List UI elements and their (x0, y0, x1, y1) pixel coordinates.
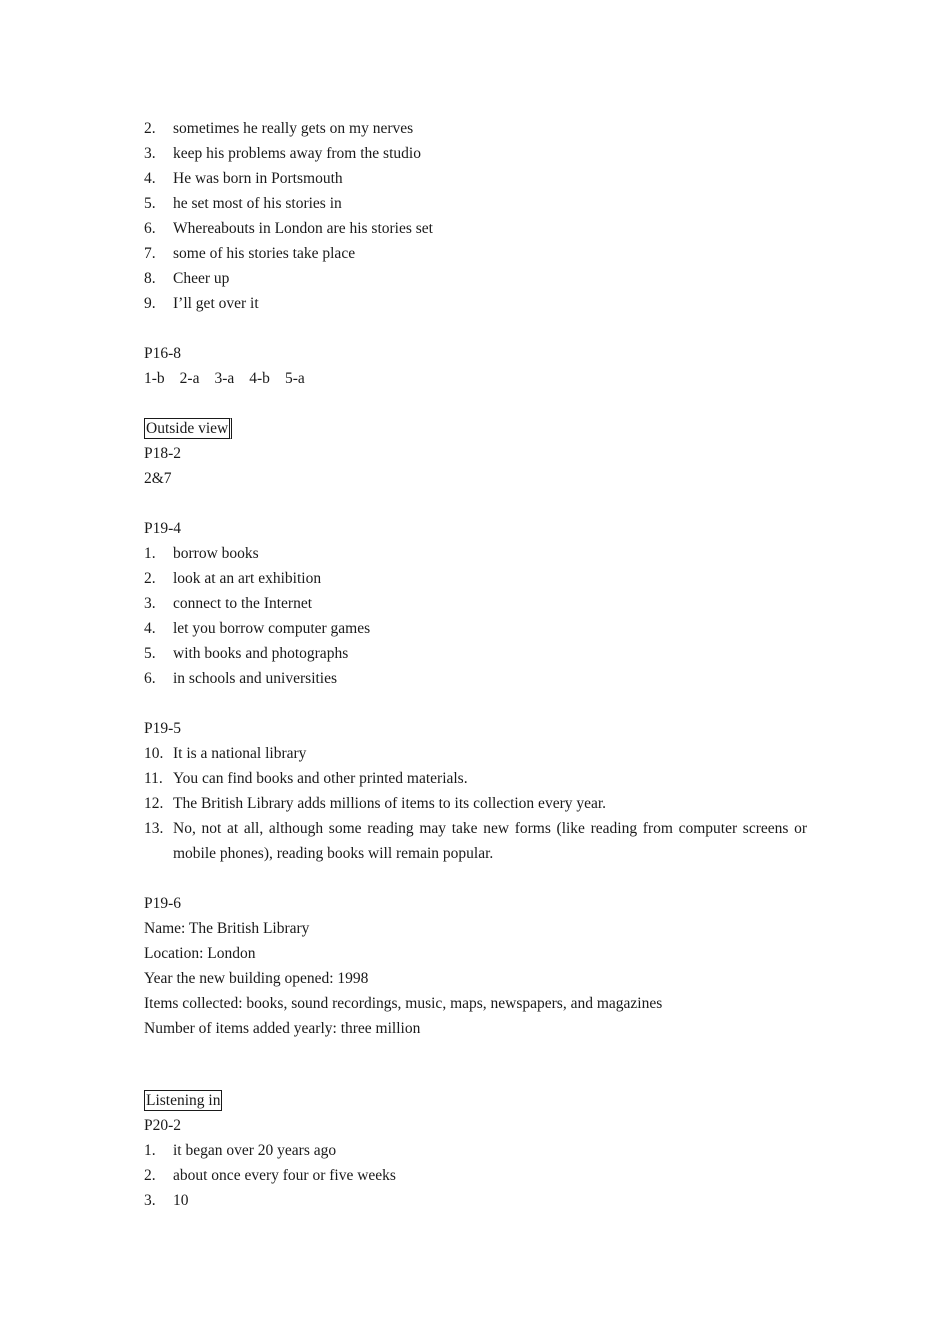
list-item (144, 591, 807, 616)
list-item (144, 116, 807, 141)
info-line-items: Items collected: books, sound recordings, music, maps, newspapers, and magazines (144, 995, 663, 1012)
list-item (144, 216, 807, 241)
spacer (144, 866, 807, 891)
item-text: He was born in Portsmouth (173, 170, 343, 187)
list-item (144, 291, 807, 316)
answer-list-a (144, 116, 807, 316)
item-number: 5. (144, 195, 156, 212)
item-number: 4. (144, 170, 156, 187)
section-label-p20-2: P20-2 (144, 1117, 182, 1134)
heading-row (144, 416, 807, 441)
section-label-p18-2: P18-2 (144, 445, 182, 462)
answer-list-p20-2 (144, 1138, 807, 1213)
info-line-year: Year the new building opened: 1998 (144, 970, 369, 987)
list-item (144, 641, 807, 666)
item-number: 10. (144, 745, 164, 762)
list-item (144, 266, 807, 291)
list-item (144, 1163, 807, 1188)
answer-value: 3-a (214, 370, 235, 387)
item-number: 6. (144, 670, 156, 687)
item-number: 1. (144, 1142, 156, 1159)
section-heading-listening-in: Listening in (146, 1092, 221, 1109)
item-text: The British Library adds millions of items to its collection every year. (173, 795, 607, 812)
list-item (144, 241, 807, 266)
list-item (144, 816, 807, 866)
item-text: keep his problems away from the studio (173, 145, 421, 162)
item-number: 3. (144, 595, 156, 612)
item-text: You can find books and other printed materials. (173, 770, 468, 787)
item-number: 8. (144, 270, 156, 287)
list-item (144, 616, 807, 641)
spacer (144, 491, 807, 516)
list-item (144, 741, 807, 766)
section-label-p19-4: P19-4 (144, 520, 182, 537)
answer-value: 2-a (179, 370, 200, 387)
answer-list-p19-4 (144, 541, 807, 691)
item-number: 12. (144, 795, 164, 812)
item-number: 9. (144, 295, 156, 312)
info-line-count: Number of items added yearly: three million (144, 1020, 421, 1037)
info-line-name: Name: The British Library (144, 920, 310, 937)
list-item (144, 166, 807, 191)
item-text: It is a national library (173, 745, 307, 762)
answer-list-p19-5 (144, 741, 807, 866)
spacer (144, 1041, 807, 1088)
item-number: 3. (144, 1192, 156, 1209)
item-text: in schools and universities (173, 670, 338, 687)
item-text: Cheer up (173, 270, 230, 287)
answer-value: 1-b (144, 370, 165, 387)
p16-8-answers (144, 366, 807, 391)
item-number: 13. (144, 820, 164, 837)
item-number: 3. (144, 145, 156, 162)
p18-2-answer: 2&7 (144, 470, 172, 487)
item-text: I’ll get over it (173, 295, 259, 312)
list-item (144, 666, 807, 691)
list-item (144, 541, 807, 566)
spacer (144, 691, 807, 716)
list-item (144, 191, 807, 216)
item-text: connect to the Internet (173, 595, 313, 612)
item-text: about once every four or five weeks (173, 1167, 396, 1184)
item-number: 2. (144, 120, 156, 137)
item-number: 2. (144, 570, 156, 587)
item-text: 10 (173, 1192, 189, 1209)
section-label-p16-8: P16-8 (144, 345, 182, 362)
spacer (144, 391, 807, 416)
list-item (144, 141, 807, 166)
item-number: 4. (144, 620, 156, 637)
item-text: let you borrow computer games (173, 620, 371, 637)
item-text: with books and photographs (173, 645, 349, 662)
spacer (144, 316, 807, 341)
info-line-location: Location: London (144, 945, 256, 962)
item-number: 7. (144, 245, 156, 262)
document-content (144, 116, 807, 1213)
item-text: look at an art exhibition (173, 570, 322, 587)
heading-row (144, 1088, 807, 1113)
answer-value: 5-a (284, 370, 305, 387)
item-number: 6. (144, 220, 156, 237)
section-label-p19-6: P19-6 (144, 895, 182, 912)
list-item (144, 1188, 807, 1213)
item-text: borrow books (173, 545, 259, 562)
item-text: it began over 20 years ago (173, 1142, 337, 1159)
item-text: No, not at all, although some reading may take new forms (like reading from computer screens or mobile phones), reading books will remain popular. (173, 820, 807, 862)
item-number: 2. (144, 1167, 156, 1184)
list-item (144, 791, 807, 816)
list-item (144, 566, 807, 591)
list-item (144, 766, 807, 791)
section-heading-outside-view: Outside view (144, 418, 232, 439)
item-text: sometimes he really gets on my nerves (173, 120, 414, 137)
list-item (144, 1138, 807, 1163)
item-text: he set most of his stories in (173, 195, 342, 212)
item-text: Whereabouts in London are his stories set (173, 220, 433, 237)
section-label-p19-5: P19-5 (144, 720, 182, 737)
item-number: 5. (144, 645, 156, 662)
answer-value: 4-b (249, 370, 270, 387)
item-number: 11. (144, 770, 163, 787)
item-number: 1. (144, 545, 156, 562)
item-text: some of his stories take place (173, 245, 356, 262)
